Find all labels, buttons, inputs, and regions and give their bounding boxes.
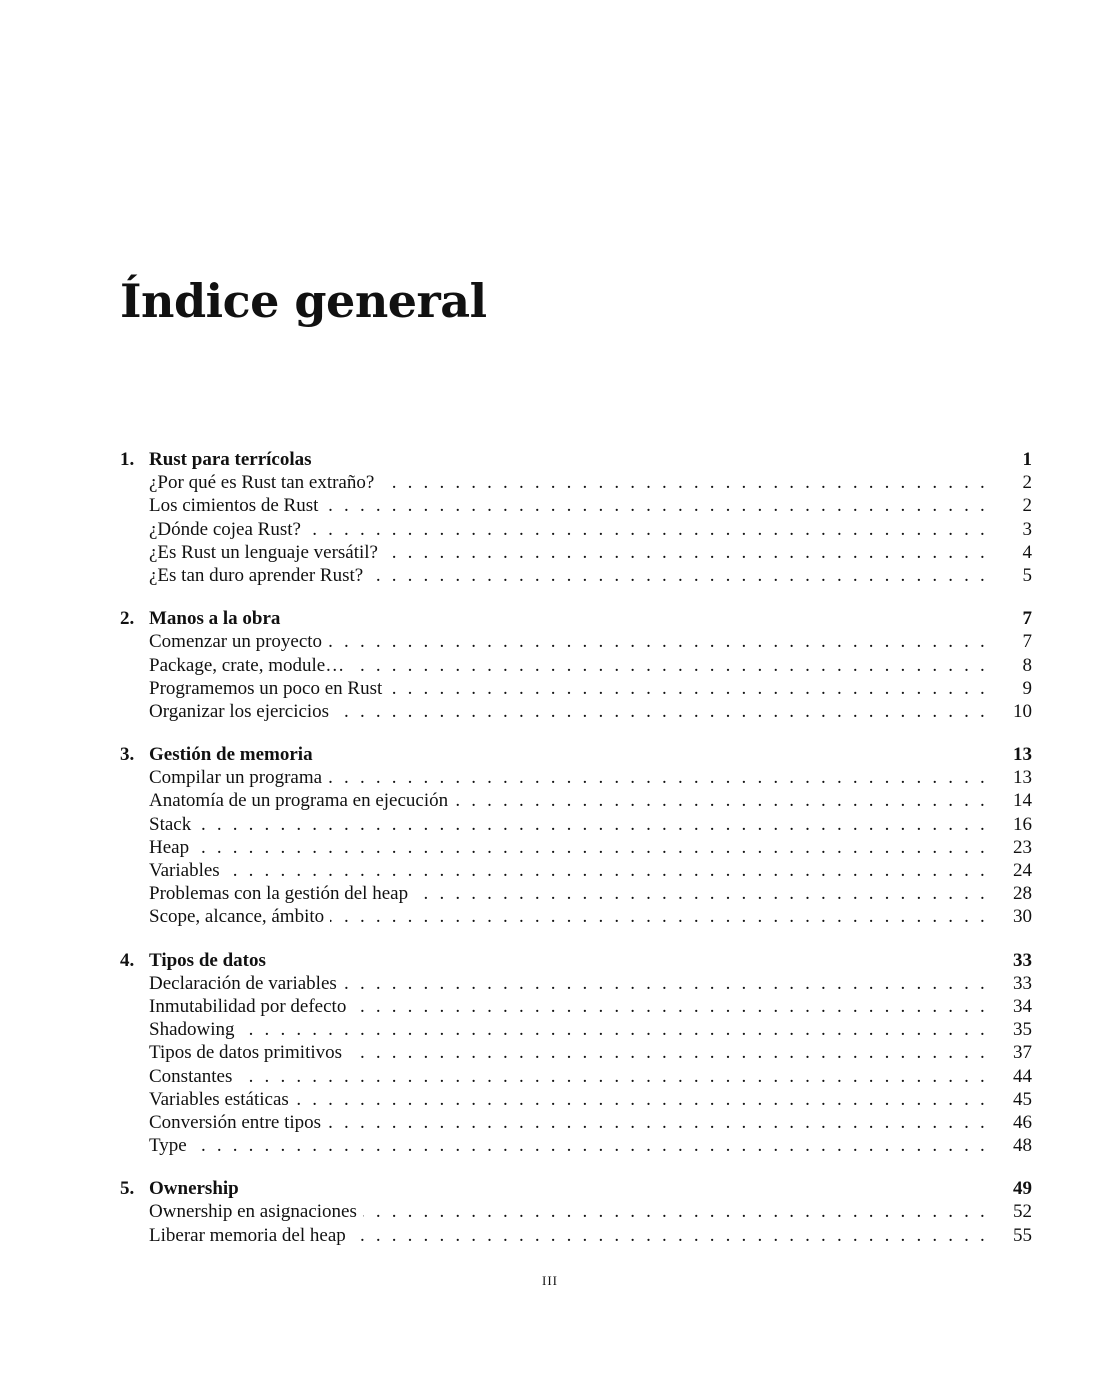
toc-chapter <box>120 607 1032 723</box>
section-page-number: 33 <box>1013 972 1032 994</box>
section-page-number: 34 <box>1013 995 1032 1017</box>
chapter-number: 4. <box>120 949 135 971</box>
toc-entry[interactable] <box>120 630 1032 653</box>
dot-leader <box>328 630 988 653</box>
section-page-number: 7 <box>1022 631 1032 653</box>
toc-chapter-heading[interactable] <box>120 743 1032 766</box>
toc-entry[interactable] <box>120 471 1032 494</box>
toc-entry[interactable] <box>120 677 1032 700</box>
section-page-number: 2 <box>1022 495 1032 517</box>
toc-entry[interactable] <box>120 972 1032 995</box>
dot-leader <box>363 1200 988 1223</box>
chapter-page-number: 33 <box>1013 949 1032 971</box>
section-page-number: 16 <box>1013 813 1032 835</box>
section-page-number: 30 <box>1013 906 1032 928</box>
toc-chapter <box>120 949 1032 1158</box>
section-page-number: 45 <box>1013 1088 1032 1110</box>
dot-leader <box>454 789 988 812</box>
toc-entry[interactable] <box>120 494 1032 517</box>
toc-entry[interactable] <box>120 1041 1032 1064</box>
toc-entry[interactable] <box>120 1200 1032 1223</box>
toc-entry[interactable] <box>120 700 1032 723</box>
chapter-page-number: 13 <box>1013 744 1032 766</box>
chapter-title: Manos a la obra <box>149 608 281 630</box>
section-title: Organizar los ejercicios <box>149 700 330 722</box>
toc-entry[interactable] <box>120 882 1032 905</box>
chapter-number: 1. <box>120 449 135 470</box>
toc-entry[interactable] <box>120 1111 1032 1134</box>
toc-entry[interactable] <box>120 766 1032 789</box>
toc-entry[interactable] <box>120 564 1032 587</box>
toc-chapter <box>120 1177 1032 1247</box>
section-title: Inmutabilidad por defecto <box>149 995 347 1017</box>
section-page-number: 37 <box>1013 1042 1032 1064</box>
section-title: Scope, alcance, ámbito <box>149 906 325 928</box>
chapter-title: Rust para terrícolas <box>149 449 312 470</box>
section-title: Stack <box>149 813 192 835</box>
toc-entry[interactable] <box>120 654 1032 677</box>
toc-entry[interactable] <box>120 859 1032 882</box>
section-page-number: 10 <box>1013 700 1032 722</box>
toc-entry[interactable] <box>120 1065 1032 1088</box>
section-title: ¿Por qué es Rust tan extraño? <box>149 472 375 494</box>
section-title: Conversión entre tipos <box>149 1111 322 1133</box>
toc-entry[interactable] <box>120 1088 1032 1111</box>
section-title: ¿Es tan duro aprender Rust? <box>149 564 364 586</box>
section-title: Compilar un programa <box>149 767 323 789</box>
section-page-number: 9 <box>1022 677 1032 699</box>
section-page-number: 13 <box>1013 767 1032 789</box>
section-title: Heap <box>149 836 190 858</box>
toc-entry[interactable] <box>120 1134 1032 1157</box>
dot-leader <box>241 1018 989 1041</box>
chapter-page-number: 7 <box>1022 608 1032 630</box>
section-title: Type <box>149 1135 187 1157</box>
dot-leader <box>295 1088 988 1111</box>
section-title: Programemos un poco en Rust <box>149 677 383 699</box>
dot-leader <box>193 1134 988 1157</box>
chapter-number: 2. <box>120 608 135 630</box>
toc-entry[interactable] <box>120 813 1032 836</box>
section-page-number: 48 <box>1013 1135 1032 1157</box>
toc-chapter <box>120 448 1032 587</box>
section-title: ¿Es Rust un lenguaje versátil? <box>149 541 378 563</box>
chapter-title: Tipos de datos <box>149 949 266 971</box>
toc-entry[interactable] <box>120 836 1032 859</box>
dot-leader <box>238 1065 988 1088</box>
section-page-number: 5 <box>1022 564 1032 586</box>
page-number: III <box>542 1273 558 1288</box>
dot-leader <box>414 882 988 905</box>
toc-entry[interactable] <box>120 518 1032 541</box>
dot-leader <box>384 541 988 564</box>
toc-entry[interactable] <box>120 905 1032 928</box>
section-title: Package, crate, module… <box>149 654 345 676</box>
section-title: Comenzar un proyecto <box>149 631 323 653</box>
section-title: Shadowing <box>149 1019 235 1041</box>
toc-chapter <box>120 743 1032 929</box>
toc-entry[interactable] <box>120 995 1032 1018</box>
section-title: Declaración de variables <box>149 972 337 994</box>
chapter-page-number: 1 <box>1022 449 1032 470</box>
dot-leader <box>307 518 988 541</box>
dot-leader <box>388 677 988 700</box>
dot-leader <box>195 836 988 859</box>
section-title: Problemas con la gestión del heap <box>149 883 409 905</box>
dot-leader <box>369 564 988 587</box>
dot-leader <box>324 494 988 517</box>
dot-leader <box>380 471 988 494</box>
toc-entry[interactable] <box>120 541 1032 564</box>
dot-leader <box>352 1224 988 1247</box>
section-page-number: 35 <box>1013 1019 1032 1041</box>
table-of-contents <box>120 448 1032 1267</box>
section-page-number: 46 <box>1013 1111 1032 1133</box>
dot-leader <box>330 905 988 928</box>
section-page-number: 2 <box>1022 472 1032 494</box>
section-title: Constantes <box>149 1065 233 1087</box>
section-title: Liberar memoria del heap <box>149 1224 346 1246</box>
page-title: Índice general <box>120 274 487 328</box>
dot-leader <box>343 972 988 995</box>
dot-leader <box>348 1041 988 1064</box>
section-page-number: 52 <box>1013 1201 1032 1223</box>
dot-leader <box>197 813 988 836</box>
toc-entry[interactable] <box>120 1224 1032 1247</box>
section-title: Tipos de datos primitivos <box>149 1042 343 1064</box>
section-page-number: 28 <box>1013 883 1032 905</box>
toc-chapter-heading[interactable] <box>120 448 1032 471</box>
toc-chapter-heading[interactable] <box>120 949 1032 972</box>
chapter-page-number: 49 <box>1013 1178 1032 1200</box>
chapter-title: Ownership <box>149 1178 239 1200</box>
section-title: ¿Dónde cojea Rust? <box>149 518 301 540</box>
toc-entry[interactable] <box>120 1018 1032 1041</box>
section-title: Ownership en asignaciones <box>149 1201 357 1223</box>
dot-leader <box>226 859 988 882</box>
dot-leader <box>350 654 988 677</box>
section-page-number: 24 <box>1013 860 1032 881</box>
dot-leader <box>335 700 988 723</box>
section-page-number: 14 <box>1013 790 1032 812</box>
chapter-number: 5. <box>120 1178 135 1200</box>
toc-chapter-heading[interactable] <box>120 1177 1032 1200</box>
section-page-number: 8 <box>1022 654 1032 676</box>
section-title: Variables estáticas <box>149 1088 289 1110</box>
section-title: Variables <box>149 860 220 881</box>
section-title: Los cimientos de Rust <box>149 495 319 517</box>
section-page-number: 4 <box>1022 541 1032 563</box>
section-page-number: 55 <box>1013 1224 1032 1246</box>
section-page-number: 3 <box>1022 518 1032 540</box>
section-page-number: 44 <box>1013 1065 1032 1087</box>
section-title: Anatomía de un programa en ejecución <box>149 790 449 812</box>
dot-leader <box>352 995 988 1018</box>
dot-leader <box>328 766 988 789</box>
toc-entry[interactable] <box>120 789 1032 812</box>
toc-chapter-heading[interactable] <box>120 607 1032 630</box>
dot-leader <box>327 1111 988 1134</box>
chapter-title: Gestión de memoria <box>149 744 313 766</box>
chapter-number: 3. <box>120 744 135 766</box>
section-page-number: 23 <box>1013 836 1032 858</box>
